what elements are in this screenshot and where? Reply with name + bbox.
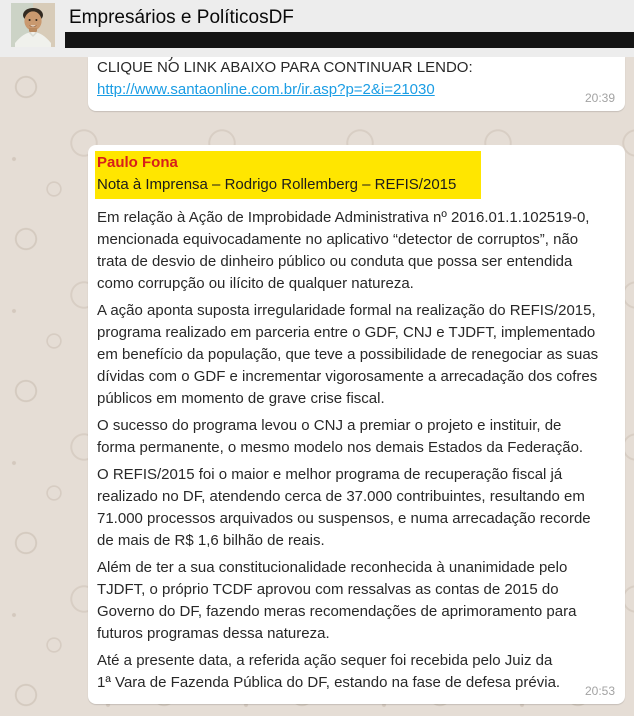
- group-title[interactable]: Empresários e PolíticosDF: [69, 7, 294, 28]
- group-avatar[interactable]: [11, 3, 55, 47]
- message-time: 20:53: [584, 684, 615, 698]
- message-bubble: [88, 145, 625, 704]
- message-time: 20:39: [584, 91, 615, 105]
- message-subject: Nota à Imprensa – Rodrigo Rollemberg – REFIS/2015: [97, 176, 457, 193]
- message-text: [97, 207, 601, 694]
- group-avatar-photo-icon: [11, 3, 55, 47]
- message-paragraph: O REFIS/2015 foi o maior e melhor programa de recuperação fiscal já realizado no DF, atendendo cerca de 37.000 contribuintes, resultando em 71.000 processos arquivados ou suspensos, e numa arrecadação recorde de mais de R$ 1,6 bilhão de reais.: [97, 466, 591, 549]
- redaction-bar: [65, 32, 634, 48]
- message-paragraph: Em relação à Ação de Improbidade Administrativa nº 2016.01.1.102519-0, mencionada equivocadamente no aplicativo “detector de corruptos”, não trata de desvio de dinheiro público ou conduta que possa ser entendida como corrupção ou ilícito de qualquer natureza.: [97, 209, 590, 292]
- message-paragraph: A ação aponta suposta irregularidade formal na realização do REFIS/2015, programa realizado em parceria entre o GDF, CNJ e TJDFT, implementado em benefício da população, que teve a possibilidade de renegociar as suas dívidas com o GDF e incrementar vigorosamente a arrecadação dos cofres públicos em momento de grave crise fiscal.: [97, 302, 599, 407]
- chat-area: [0, 57, 634, 716]
- message-paragraph: O sucesso do programa levou o CNJ a premiar o projeto e instituir, de forma permanente, o mesmo modelo nos demais Estados da Federação.: [97, 417, 584, 456]
- message-paragraph: Além de ter a sua constitucionalidade reconhecida à unanimidade pelo TJDFT, o próprio TCDF aprovou com ressalvas as contas de 2015 do Governo do DF, fazendo meras recomendações de aprimoramento para futuros programas dessa natureza.: [97, 559, 577, 642]
- chat-header: [0, 0, 634, 57]
- message-text: CLIQUE NO LINK ABAIXO PARA CONTINUAR LENDO:: [97, 59, 473, 76]
- message-paragraph: Até a presente data, a referida ação sequer foi recebida pelo Juiz da 1ª Vara de Fazenda Pública do DF, estando na fase de defesa prévia.: [97, 652, 561, 691]
- highlight-overlay: [95, 151, 481, 199]
- sender-name[interactable]: Paulo Fona: [97, 154, 178, 171]
- message-bubble: [88, 57, 625, 111]
- message-link[interactable]: http://www.santaonline.com.br/ir.asp?p=2&i=21030: [97, 81, 435, 98]
